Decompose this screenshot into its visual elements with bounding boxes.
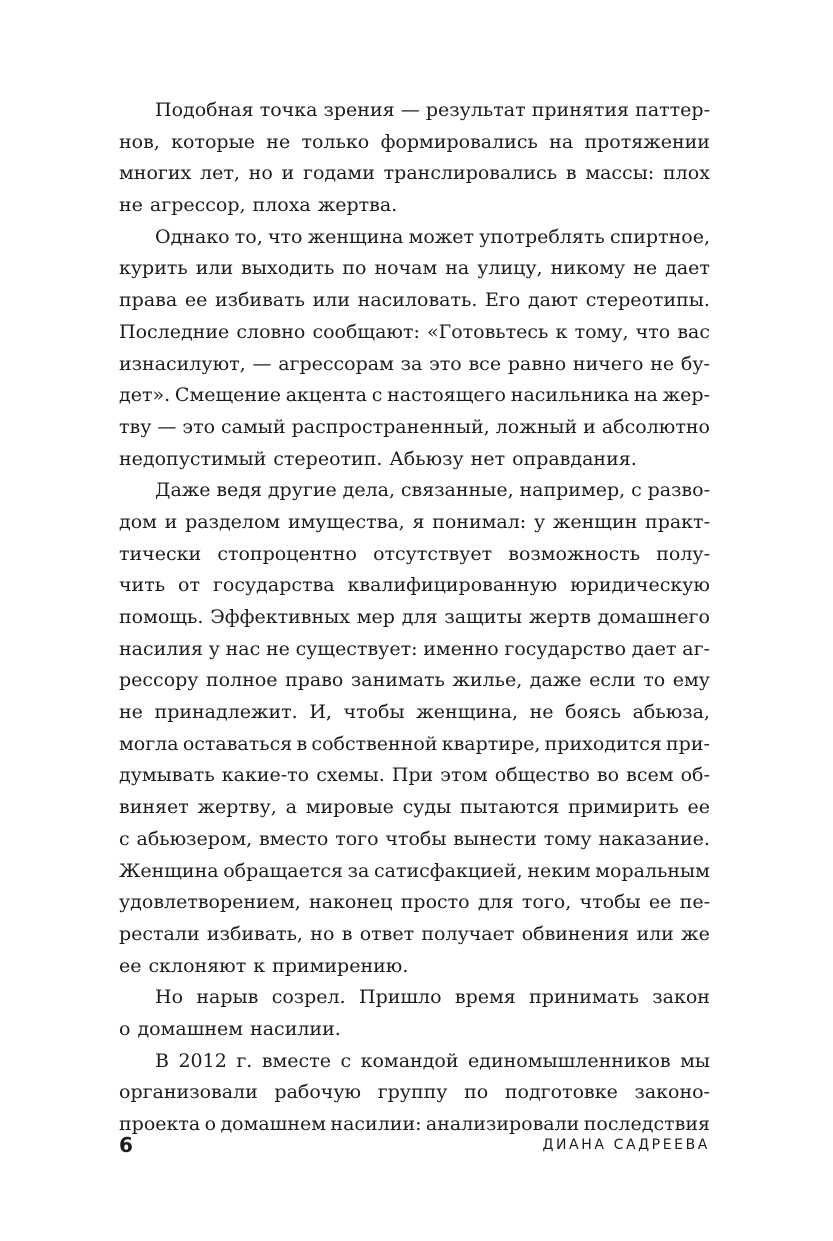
word: защиты bbox=[444, 606, 523, 628]
word: разво- bbox=[647, 479, 710, 502]
word: И, bbox=[309, 701, 332, 724]
word: жертв bbox=[528, 606, 591, 628]
word: никому bbox=[550, 257, 626, 280]
word: к bbox=[253, 954, 266, 977]
word: транслировались bbox=[383, 162, 558, 185]
word: ее bbox=[184, 289, 208, 312]
word: боясь bbox=[565, 701, 621, 724]
word: квартире, bbox=[441, 732, 541, 755]
word: юридическую bbox=[570, 574, 710, 597]
word: на bbox=[633, 384, 658, 407]
word: право bbox=[285, 669, 344, 692]
word: массы: bbox=[585, 162, 655, 185]
word: рестали bbox=[119, 922, 200, 945]
word: анализировали bbox=[425, 1113, 580, 1135]
word: в bbox=[341, 922, 353, 945]
text-line bbox=[119, 412, 710, 444]
text-line bbox=[119, 95, 710, 127]
word: о bbox=[119, 1017, 131, 1040]
text-line bbox=[119, 951, 710, 983]
word: при- bbox=[666, 732, 710, 755]
word: не bbox=[265, 637, 290, 660]
word: схемы. bbox=[316, 764, 385, 787]
word: какие-то bbox=[221, 764, 310, 787]
word: женщина bbox=[307, 225, 404, 248]
word: по bbox=[342, 257, 367, 280]
word: дает bbox=[631, 637, 677, 660]
word: — bbox=[252, 352, 272, 375]
word: организовали bbox=[119, 1081, 258, 1104]
word: пе- bbox=[679, 891, 710, 914]
text-line bbox=[119, 317, 710, 349]
word: наконец bbox=[309, 891, 393, 914]
word: жертву, bbox=[197, 796, 277, 819]
text-line bbox=[119, 539, 710, 571]
word: При bbox=[391, 764, 434, 787]
text-line bbox=[119, 824, 710, 856]
text-line bbox=[119, 919, 710, 951]
word: Подобная bbox=[155, 99, 254, 121]
word: не bbox=[633, 257, 658, 280]
word: Абьюзу bbox=[389, 447, 464, 470]
word: женщин bbox=[552, 510, 638, 533]
word: мы bbox=[680, 1049, 710, 1072]
word: женщина, bbox=[416, 701, 518, 724]
text-line bbox=[119, 792, 710, 824]
word: Однако bbox=[155, 225, 230, 248]
word: г. bbox=[236, 1049, 253, 1072]
word: нет bbox=[470, 447, 506, 470]
word: не bbox=[266, 130, 291, 153]
word: квалифицированную bbox=[347, 574, 558, 597]
word: не bbox=[529, 701, 554, 724]
word: формировались bbox=[380, 130, 538, 153]
word: избивать, bbox=[206, 922, 303, 945]
word: именно bbox=[423, 637, 499, 660]
word: мировые bbox=[305, 796, 394, 819]
word: курить bbox=[119, 257, 188, 280]
word: примирить bbox=[568, 796, 679, 819]
text-line bbox=[119, 380, 710, 412]
word: даже bbox=[529, 669, 582, 692]
word: с bbox=[340, 1049, 352, 1072]
word: полное bbox=[206, 669, 278, 692]
word: все bbox=[468, 352, 502, 375]
word: удовлетворением, bbox=[119, 891, 301, 914]
word: результат bbox=[425, 99, 526, 121]
running-footer-author: ДИАНА САДРЕЕВА bbox=[542, 1137, 710, 1153]
word: но bbox=[310, 922, 335, 945]
word: только bbox=[301, 130, 370, 153]
word: думывать bbox=[119, 764, 215, 787]
word: рессору bbox=[119, 669, 199, 692]
word: употреблять bbox=[479, 225, 605, 248]
word: стереотипы. bbox=[585, 289, 710, 312]
text-line bbox=[119, 570, 710, 602]
word: единомышленников bbox=[468, 1049, 671, 1072]
word: обвинения bbox=[521, 922, 630, 945]
text-line bbox=[119, 222, 710, 254]
word: общество bbox=[494, 764, 590, 787]
word: от bbox=[178, 574, 200, 597]
word: получает bbox=[421, 922, 515, 945]
word: абьюза, bbox=[632, 701, 710, 724]
word: или bbox=[636, 922, 674, 945]
text-line bbox=[119, 444, 710, 476]
text-line bbox=[119, 729, 710, 761]
word: чтобы bbox=[385, 827, 447, 850]
word: обращается bbox=[223, 859, 343, 882]
word: подготовке bbox=[504, 1081, 618, 1104]
word: Пришло bbox=[359, 986, 442, 1009]
word: это bbox=[429, 352, 462, 375]
word: жилье, bbox=[452, 669, 523, 692]
word: нарыв bbox=[196, 986, 259, 1009]
word: но bbox=[248, 162, 273, 185]
word: того, bbox=[521, 891, 572, 914]
word: не bbox=[119, 701, 143, 724]
word: изнасилуют, bbox=[119, 352, 246, 375]
word: не bbox=[119, 194, 143, 217]
word: акцента bbox=[285, 384, 367, 407]
word: может bbox=[408, 225, 475, 248]
word: закон bbox=[652, 986, 710, 1009]
word: вместе bbox=[261, 1049, 331, 1072]
word: тому bbox=[543, 827, 592, 850]
word: домашнем bbox=[137, 1017, 244, 1040]
text-line bbox=[119, 697, 710, 729]
word: — bbox=[157, 415, 177, 438]
word: стереотип. bbox=[273, 447, 383, 470]
word: принятия bbox=[531, 99, 630, 121]
word: аг- bbox=[682, 637, 710, 660]
word: улицу, bbox=[477, 257, 543, 280]
word: дают bbox=[527, 289, 579, 312]
text-line bbox=[119, 760, 710, 792]
word: созрел. bbox=[271, 986, 346, 1009]
word: тически bbox=[119, 542, 202, 565]
text-line bbox=[119, 1046, 710, 1078]
word: же bbox=[681, 922, 710, 945]
word: домашнего bbox=[597, 606, 710, 628]
word: агрессорам bbox=[278, 352, 394, 375]
word: чтобы bbox=[579, 891, 641, 914]
word: настоящего bbox=[387, 384, 506, 407]
word: государства bbox=[212, 574, 335, 597]
word: принимать bbox=[529, 986, 639, 1009]
word: чтобы bbox=[343, 701, 405, 724]
word: помощь. bbox=[119, 606, 204, 628]
word: 2012 bbox=[178, 1049, 227, 1072]
word: последствия bbox=[583, 1113, 710, 1135]
word: что bbox=[267, 225, 303, 248]
word: об- bbox=[680, 764, 710, 787]
word: то bbox=[643, 669, 666, 692]
word: могла bbox=[119, 732, 179, 755]
word: разделом bbox=[185, 510, 281, 533]
word: имущества, bbox=[287, 510, 405, 533]
word: Даже bbox=[155, 479, 211, 502]
word: ложный bbox=[495, 415, 578, 438]
word: распространенный, bbox=[291, 415, 490, 438]
word: насиловать. bbox=[357, 289, 478, 312]
word: в bbox=[296, 732, 308, 755]
word: нов, bbox=[119, 130, 160, 153]
word: чить bbox=[119, 574, 166, 597]
text-line bbox=[119, 982, 710, 1014]
word: этом bbox=[440, 764, 488, 787]
word: примирению. bbox=[272, 954, 409, 977]
word: оправдания. bbox=[512, 447, 637, 470]
word: насилии: bbox=[330, 1113, 422, 1135]
word: другие bbox=[267, 479, 337, 502]
word: понимал: bbox=[432, 510, 527, 533]
word: спиртное, bbox=[609, 225, 710, 248]
word: мер bbox=[356, 606, 395, 628]
word: ничего bbox=[572, 352, 644, 375]
word: проекта bbox=[119, 1113, 201, 1135]
word: выходить bbox=[241, 257, 335, 280]
word: паттер- bbox=[635, 99, 710, 121]
word: и bbox=[281, 162, 295, 185]
word: группу bbox=[377, 1081, 448, 1104]
text-line bbox=[119, 1077, 710, 1109]
word: с bbox=[631, 479, 642, 502]
word: ответ bbox=[359, 922, 415, 945]
word: всем bbox=[626, 764, 674, 787]
word: в bbox=[565, 162, 577, 185]
word: виняет bbox=[119, 796, 189, 819]
word: тву bbox=[119, 415, 152, 438]
word: на bbox=[445, 257, 470, 280]
word: недопустимый bbox=[119, 447, 267, 470]
word: моральным bbox=[595, 859, 710, 882]
word: с bbox=[371, 384, 383, 407]
word: принадлежит. bbox=[154, 701, 298, 724]
word: ведя bbox=[216, 479, 262, 502]
word: собственной bbox=[311, 732, 438, 755]
word: многих bbox=[119, 162, 192, 185]
word: на bbox=[549, 130, 574, 153]
word: Женщина bbox=[119, 859, 219, 882]
word: то, bbox=[234, 225, 263, 248]
word: годами bbox=[303, 162, 375, 185]
word: дела, bbox=[342, 479, 396, 502]
word: вместо bbox=[259, 827, 329, 850]
word: для bbox=[401, 606, 438, 628]
word: за bbox=[347, 859, 370, 882]
word: ее bbox=[648, 891, 672, 914]
word: это bbox=[182, 415, 216, 438]
word: жертва. bbox=[317, 194, 398, 217]
word: сообщают: bbox=[312, 320, 420, 343]
word: ночам bbox=[374, 257, 438, 280]
word: самый bbox=[221, 415, 286, 438]
word: домашнем bbox=[220, 1113, 327, 1135]
word: связанные, bbox=[400, 479, 514, 502]
word: наказание. bbox=[598, 827, 710, 850]
word: Эффективных bbox=[210, 606, 350, 628]
word: дет». bbox=[119, 384, 171, 407]
text-line bbox=[119, 285, 710, 317]
word: насильника bbox=[510, 384, 630, 407]
word: Но bbox=[155, 986, 184, 1009]
word: я bbox=[412, 510, 425, 533]
word: которые bbox=[171, 130, 255, 153]
text-line bbox=[119, 602, 710, 634]
word: и bbox=[164, 510, 178, 533]
word: ему bbox=[672, 669, 710, 692]
word: командой bbox=[360, 1049, 459, 1072]
word: нас bbox=[225, 637, 261, 660]
word: не bbox=[650, 352, 675, 375]
word: плоха bbox=[252, 194, 311, 217]
word: о bbox=[204, 1113, 217, 1135]
word: время bbox=[454, 986, 516, 1009]
text-line bbox=[119, 634, 710, 666]
word: дает bbox=[665, 257, 710, 280]
body-text bbox=[119, 95, 710, 1141]
word: полу- bbox=[656, 542, 710, 565]
word: Его bbox=[485, 289, 521, 312]
word: протяжении bbox=[584, 130, 710, 153]
word: абсолютно bbox=[601, 415, 710, 438]
word: приходится bbox=[544, 732, 662, 755]
word: у bbox=[208, 637, 220, 660]
word: с bbox=[119, 827, 130, 850]
word: склоняют bbox=[148, 954, 247, 977]
text-line bbox=[119, 856, 710, 888]
word: точка bbox=[259, 99, 318, 121]
word: существует: bbox=[295, 637, 418, 660]
word: ее bbox=[687, 796, 710, 819]
word: вас bbox=[677, 320, 710, 343]
word: для bbox=[477, 891, 514, 914]
word: лет, bbox=[200, 162, 240, 185]
word: В bbox=[155, 1049, 169, 1072]
word: отсутствует bbox=[373, 542, 493, 565]
text-line bbox=[119, 665, 710, 697]
word: просто bbox=[400, 891, 470, 914]
text-line bbox=[119, 1109, 710, 1141]
word: Последние bbox=[119, 320, 230, 343]
word: стопроцентно bbox=[217, 542, 357, 565]
text-line bbox=[119, 475, 710, 507]
word: Смещение bbox=[174, 384, 281, 407]
text-line bbox=[119, 158, 710, 190]
word: во bbox=[596, 764, 620, 787]
page-number: 6 bbox=[119, 1133, 133, 1157]
word: и bbox=[583, 415, 596, 438]
word: насилия bbox=[119, 637, 204, 660]
word: агрессор, bbox=[149, 194, 246, 217]
word: насилии. bbox=[250, 1017, 341, 1040]
word: права bbox=[119, 289, 178, 312]
word: или bbox=[312, 289, 351, 312]
word: жер- bbox=[662, 384, 710, 407]
word: занимать bbox=[350, 669, 445, 692]
word: тому, bbox=[574, 320, 629, 343]
word: абьюзером, bbox=[136, 827, 253, 850]
word: неким bbox=[527, 859, 591, 882]
word: словно bbox=[236, 320, 306, 343]
text-line bbox=[119, 127, 710, 159]
word: к bbox=[555, 320, 568, 343]
text-line bbox=[119, 1014, 710, 1046]
word: зрения bbox=[323, 99, 395, 121]
word: возможность bbox=[508, 542, 641, 565]
word: например, bbox=[519, 479, 626, 502]
text-line bbox=[119, 349, 710, 381]
word: или bbox=[195, 257, 234, 280]
word: — bbox=[400, 99, 420, 121]
text-line bbox=[119, 190, 710, 222]
word: практ- bbox=[645, 510, 710, 533]
word: за bbox=[400, 352, 423, 375]
word: ее bbox=[119, 954, 142, 977]
word: рабочую bbox=[274, 1081, 362, 1104]
word: законо- bbox=[634, 1081, 710, 1104]
word: у bbox=[533, 510, 546, 533]
text-line bbox=[119, 507, 710, 539]
word: оставаться bbox=[182, 732, 293, 755]
word: если bbox=[589, 669, 636, 692]
word: пытаются bbox=[460, 796, 560, 819]
word: государство bbox=[504, 637, 627, 660]
word: по bbox=[464, 1081, 489, 1104]
word: суды bbox=[402, 796, 452, 819]
word: того bbox=[335, 827, 379, 850]
word: избивать bbox=[214, 289, 305, 312]
word: равно bbox=[507, 352, 567, 375]
word: а bbox=[285, 796, 297, 819]
text-line bbox=[119, 887, 710, 919]
word: дом bbox=[119, 510, 157, 533]
word: что bbox=[635, 320, 671, 343]
text-line bbox=[119, 253, 710, 285]
word: сатисфакцией, bbox=[374, 859, 523, 882]
word: «Готовьтесь bbox=[427, 320, 549, 343]
word: бу- bbox=[680, 352, 710, 375]
word: вынести bbox=[453, 827, 537, 850]
word: плох bbox=[663, 162, 710, 185]
